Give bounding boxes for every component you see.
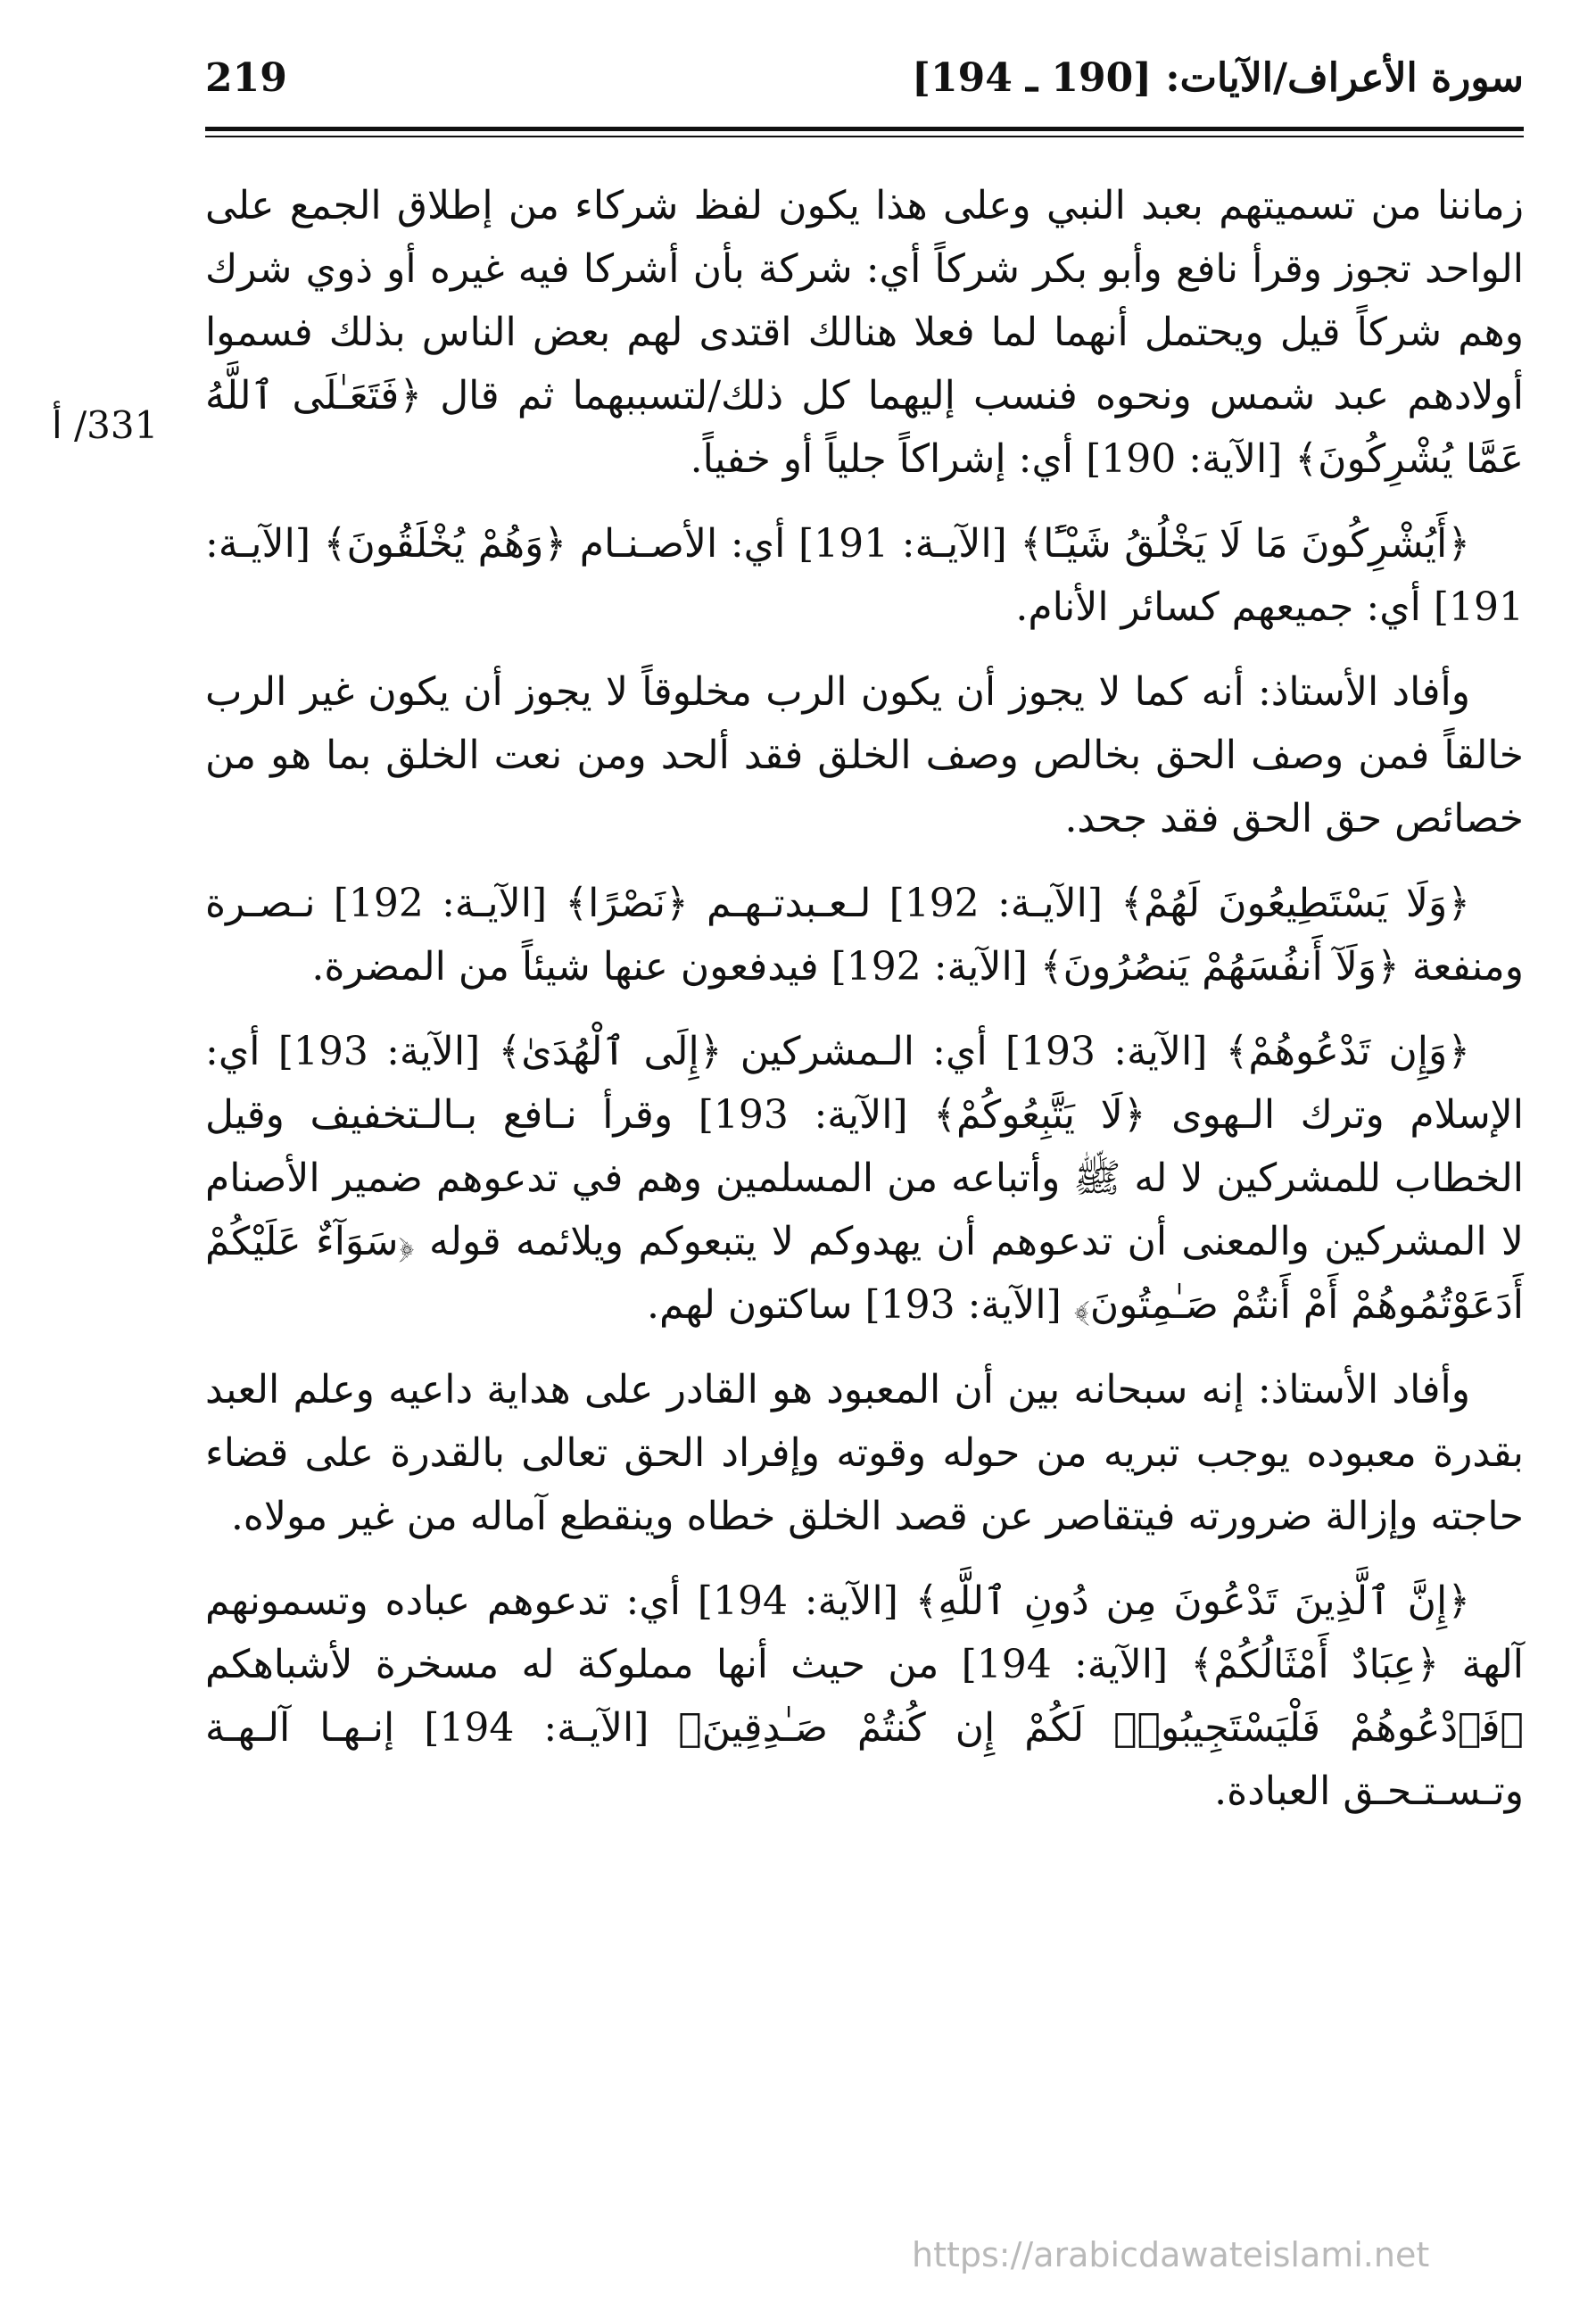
main-text-body [205, 174, 1524, 1844]
paragraph: ﴿وَإِن تَدْعُوهُمْ﴾ [الآية: 193] أي: الـمشركين ﴿إِلَى ٱلْهُدَىٰ﴾ [الآية: 193] أي: الإسلام وترك الـهوى ﴿لَا يَتَّبِعُوكُمْ﴾ [الآية: 193] وقرأ نـافع بـالـتخفيف وقيل الخطاب للمشركين لا له ﷺ وأتباعه من المسلمين وهم في تدعوهم ضمير الأصنام لا المشركين والمعنى أن تدعوهم أن يهدوكم لا يتبعوكم ويلائمه قوله ﴿سَوَآءٌ عَلَيْكُمْ أَدَعَوْتُمُوهُمْ أَمْ أَنتُمْ صَـٰمِتُونَ﴾ [الآية: 193] ساكتون لهم. [205, 1029, 1524, 1328]
header-rule-thick [205, 127, 1524, 131]
running-header-title: سورة الأعراف/الآيات: [190 ـ 194] [912, 55, 1524, 101]
paragraph: ﴿أَيُشْرِكُونَ مَا لَا يَخْلُقُ شَيْـًٔا﴾ [الآيـة: 191] أي: الأصـنـام ﴿وَهُمْ يُخْلَقُونَ﴾ [الآيـة: 191] أي: جميعهم كسائر الأنام. [205, 521, 1524, 630]
paragraph: وأفاد الأستاذ: إنه سبحانه بين أن المعبود هو القادر على هداية داعيه وعلم العبد بقدرة معبوده يوجب تبريه من حوله وقوته وإفراد الحق تعالى بالقدرة على قضاء حاجته وإزالة ضرورته فيتقاصر عن قصد الخلق خطاه وينقطع آماله من غير مولاه. [205, 1367, 1524, 1539]
margin-manuscript-reference: 331/ أ [52, 403, 159, 447]
paragraph: زماننا من تسميتهم بعبد النبي وعلى هذا يكون لفظ شركاء من إطلاق الجمع على الواحد تجوز وقرأ نافع وأبو بكر شركاً أي: شركة بأن أشركا فيه غيره أو ذوي شرك وهم شركاً قيل ويحتمل أنهما لما فعلا هنالك اقتدى لهم بعض الناس بذلك فسموا أولادهم عبد شمس ونحوه فنسب إليهما كل ذلك/لتسببهما ثم قال ﴿فَتَعَـٰلَى ٱللَّهُ عَمَّا يُشْرِكُونَ﴾ [الآية: 190] أي: إشراكاً جلياً أو خفياً. [205, 183, 1524, 482]
paragraph: ﴿وَلَا يَسْتَطِيعُونَ لَهُمْ﴾ [الآيـة: 192] لـعـبدتـهـم ﴿نَصْرًا﴾ [الآيـة: 192] نـصـرة ومنفعة ﴿وَلَآ أَنفُسَهُمْ يَنصُرُونَ﴾ [الآية: 192] فيدفعون عنها شيئاً من المضرة. [205, 881, 1524, 990]
page-header [205, 55, 1524, 118]
page-number: 219 [205, 55, 287, 101]
watermark-url: https://arabicdawateislami.net [912, 2235, 1430, 2274]
paragraph: وأفاد الأستاذ: أنه كما لا يجوز أن يكون الرب مخلوقاً لا يجوز أن يكون غير الرب خالقاً فمن وصف الحق بخالص وصف الخلق فقد ألحد ومن نعت الخلق بما هو من خصائص حق الحق فقد جحد. [205, 669, 1524, 841]
paragraph: ﴿إِنَّ ٱلَّذِينَ تَدْعُونَ مِن دُونِ ٱللَّهِ﴾ [الآية: 194] أي: تدعوهم عباده وتسمونهم آلهة ﴿عِبَادٌ أَمْثَالُكُمْ﴾ [الآية: 194] من حيث أنها مملوكة له مسخرة لأشباهكم ﴿فَٱدْعُوهُمْ فَلْيَسْتَجِيبُوا۟ لَكُمْ إِن كُنتُمْ صَـٰدِقِينَ﴾ [الآيـة: 194] إنـهـا آلـهـة وتـسـتـحـق العبادة. [205, 1578, 1524, 1814]
header-rule-thin [205, 136, 1524, 137]
